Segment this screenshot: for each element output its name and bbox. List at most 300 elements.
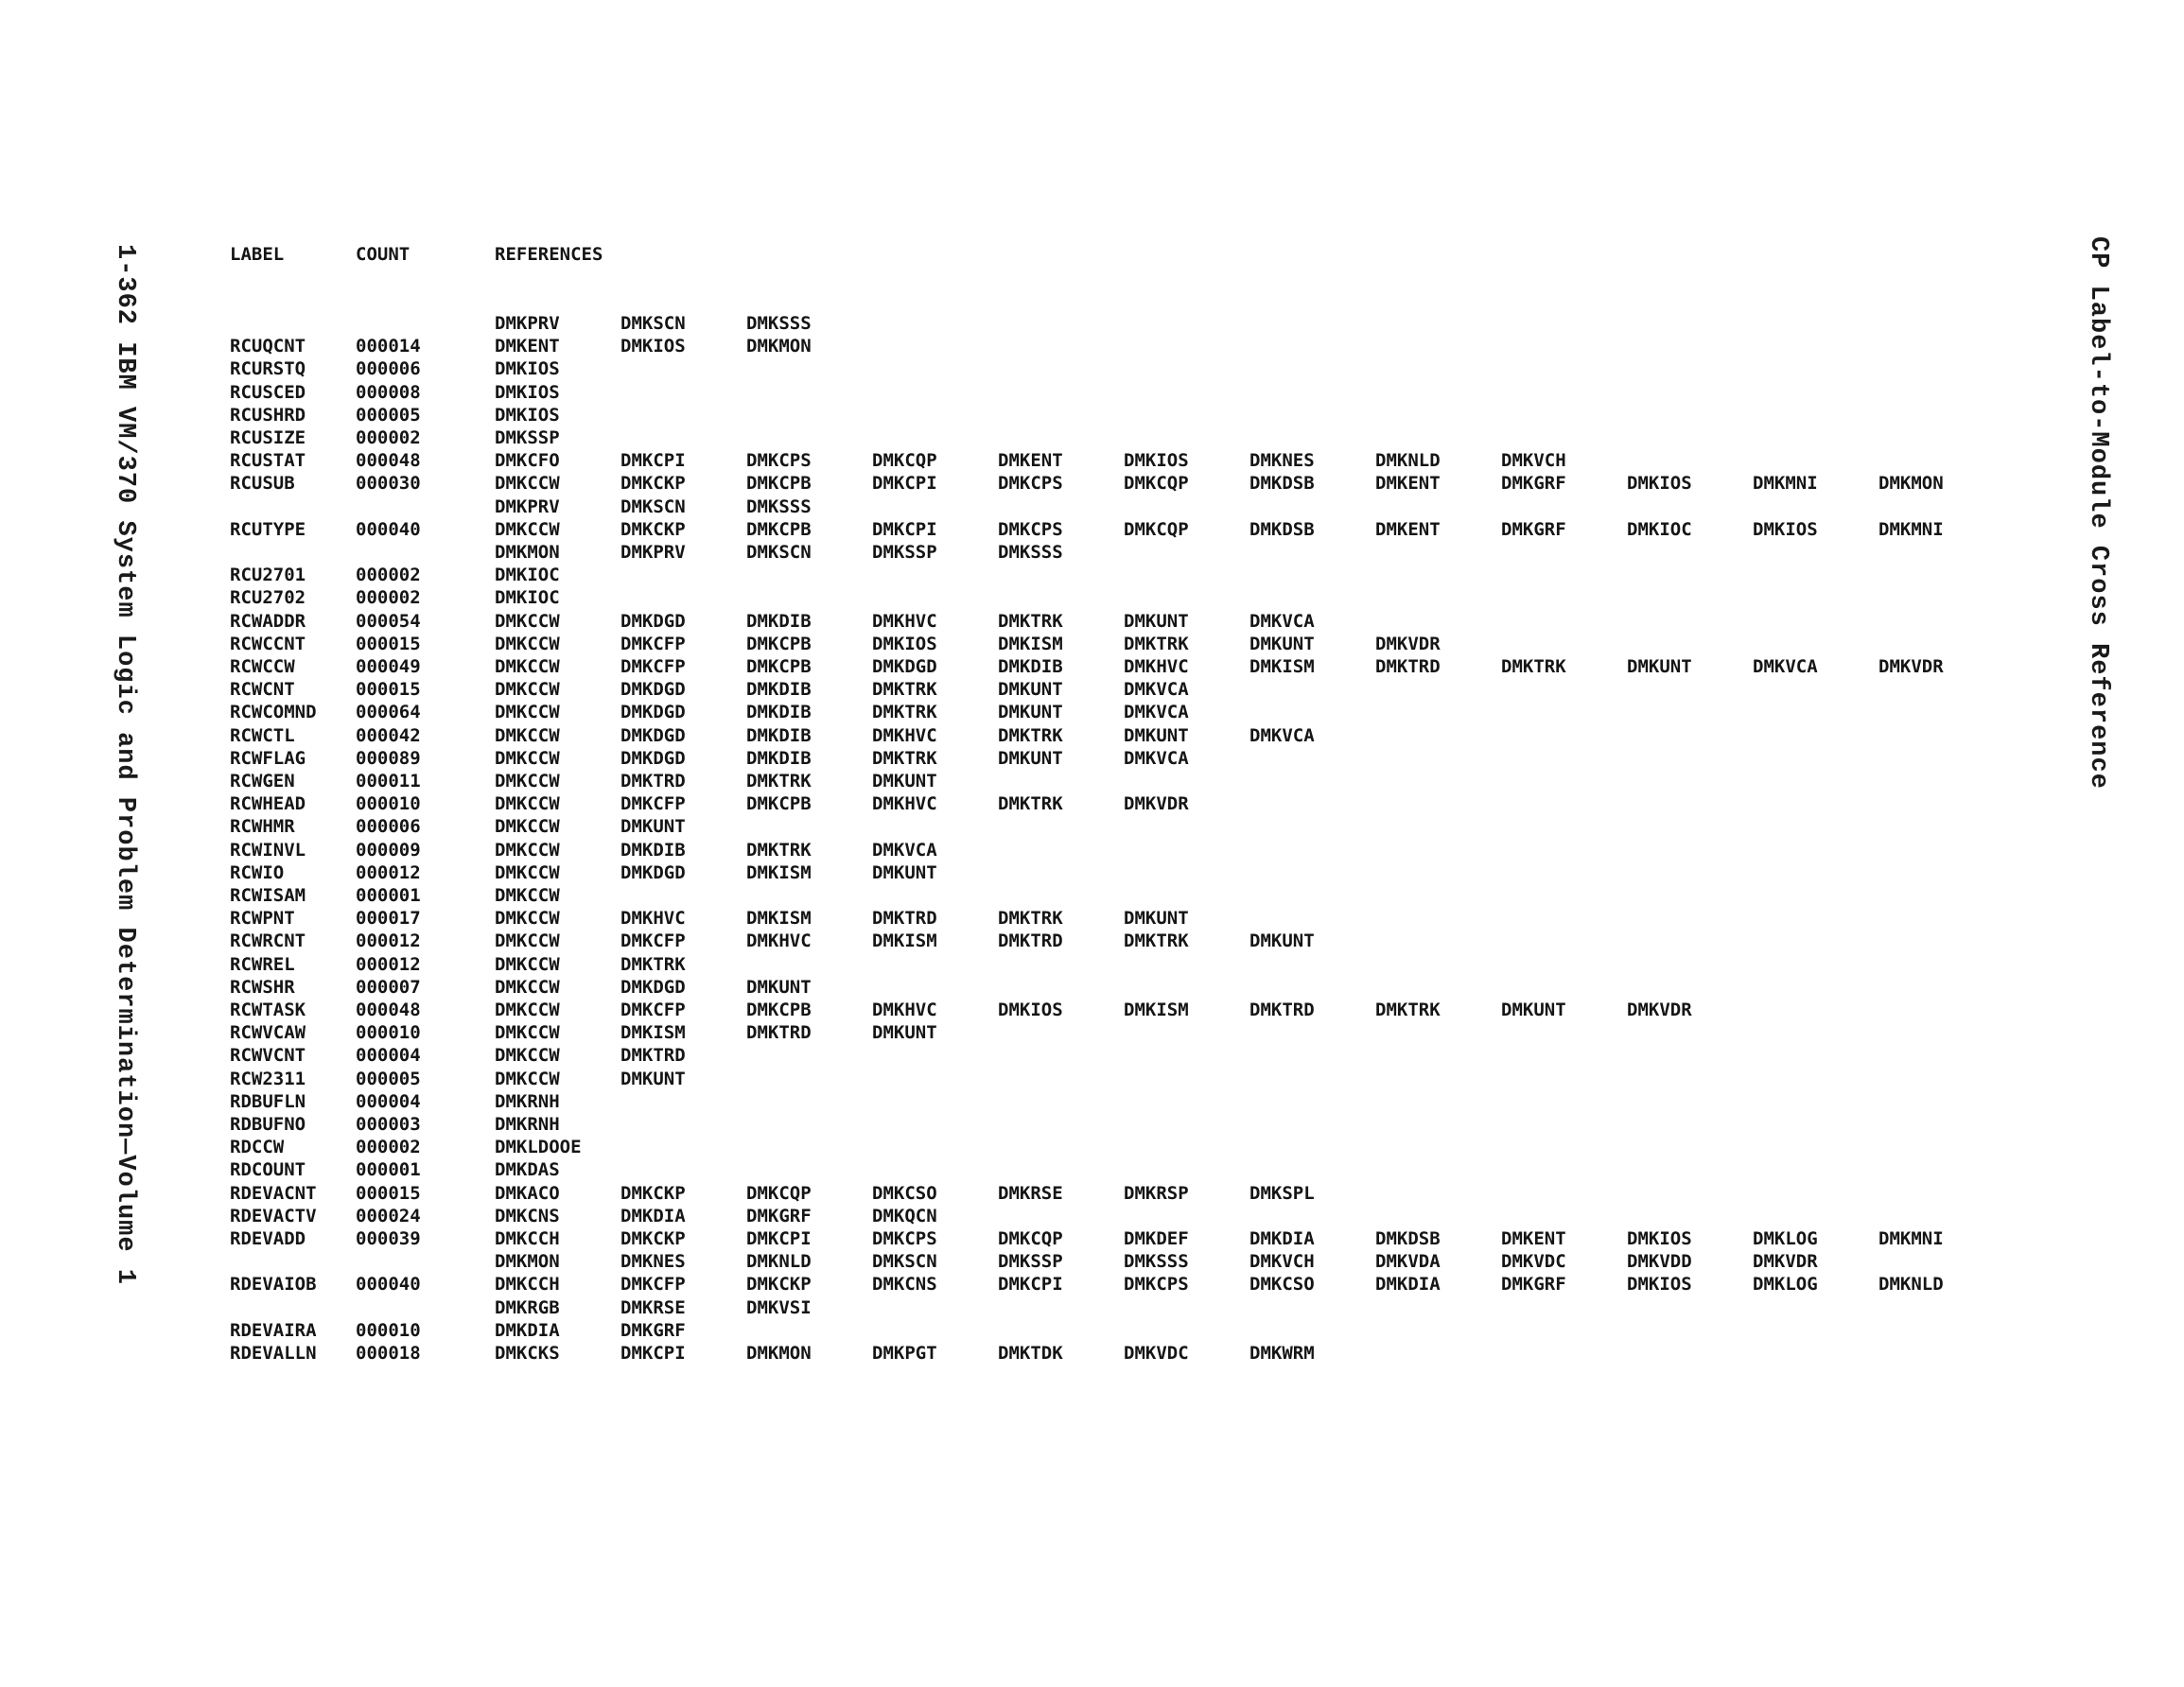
module-reference: DMKUNT [746,976,812,998]
module-reference: DMKHVC [872,724,937,746]
row-label: RDEVAIOB [230,1274,317,1296]
module-reference: DMKUNT [998,679,1063,701]
module-reference: DMKNLD [746,1251,812,1273]
module-reference: DMKRNH [495,1114,560,1135]
module-reference: DMKCSO [872,1182,937,1204]
row-label: RCWFLAG [230,747,306,769]
row-count: 000012 [356,930,421,952]
count-column-header: COUNT [356,244,411,265]
row-count: 000009 [356,839,421,861]
module-reference: DMKISM [998,633,1063,654]
module-reference: DMKDIB [746,724,812,746]
module-reference: DMKIOS [1124,450,1189,472]
module-reference: DMKCFO [495,450,560,472]
row-label: RCWVCAW [230,1022,306,1044]
module-reference: DMKCCH [495,1228,560,1249]
module-reference: DMKRSE [998,1182,1063,1204]
module-reference: DMKUNT [872,861,937,883]
row-count: 000007 [356,976,421,998]
module-reference: DMKDIB [746,610,812,632]
module-reference: DMKSSS [746,496,812,517]
module-reference: DMKSCN [620,496,686,517]
module-reference: DMKCCW [495,861,560,883]
module-reference: DMKVDR [1124,793,1189,815]
module-reference: DMKDIA [620,1205,686,1226]
module-reference: DMKDGD [620,724,686,746]
row-count: 000015 [356,679,421,701]
module-reference: DMKMON [495,1251,560,1273]
module-reference: DMKCNS [872,1274,937,1296]
module-reference: DMKSSP [495,427,560,448]
module-reference: DMKISM [620,1022,686,1044]
row-count: 000040 [356,518,421,540]
module-reference: DMKSSS [1124,1251,1189,1273]
module-reference: DMKCSO [1249,1274,1315,1296]
module-reference: DMKCCW [495,679,560,701]
row-count: 000015 [356,633,421,654]
row-count: 000024 [356,1205,421,1226]
right-margin-title: CP Label-to-Module Cross Reference [2084,236,2112,790]
module-reference: DMKTRK [1124,633,1189,654]
row-label: RCWIO [230,861,285,883]
module-reference: DMKMNI [1753,473,1818,495]
module-reference: DMKVDR [1627,1000,1692,1020]
module-reference: DMKVCH [1501,450,1566,472]
row-count: 000015 [356,1182,421,1204]
module-reference: DMKVCA [872,839,937,861]
module-reference: DMKUNT [998,747,1063,769]
module-reference: DMKCCW [495,953,560,975]
row-count: 000048 [356,1000,421,1020]
module-reference: DMKMON [1878,473,1944,495]
module-reference: DMKDIB [746,702,812,723]
module-reference: DMKCCW [495,518,560,540]
module-reference: DMKSPL [1249,1182,1315,1204]
module-reference: DMKIOS [1753,518,1818,540]
module-reference: DMKLDOOE [495,1137,582,1158]
module-reference: DMKIOS [495,404,560,426]
row-label: RCURSTQ [230,358,306,380]
module-reference: DMKCCW [495,885,560,906]
row-label: RDEVACTV [230,1205,317,1226]
module-reference: DMKSCN [746,542,812,563]
row-label: RCUSCED [230,381,306,403]
module-reference: DMKCCW [495,1022,560,1044]
module-reference: DMKIOS [1627,1228,1692,1249]
module-reference: DMKTRK [872,702,937,723]
row-count: 000004 [356,1090,421,1112]
module-reference: DMKQCN [872,1205,937,1226]
row-label: RCWCCW [230,656,295,677]
row-count: 000042 [356,724,421,746]
module-reference: DMKCCW [495,816,560,838]
module-reference: DMKCCW [495,930,560,952]
module-reference: DMKCFP [620,930,686,952]
module-reference: DMKENT [998,450,1063,472]
module-reference: DMKENT [1501,1228,1566,1249]
module-reference: DMKCKS [495,1343,560,1364]
module-reference: DMKCPI [620,1343,686,1364]
module-reference: DMKPRV [495,496,560,517]
row-label: RCW2311 [230,1068,306,1089]
module-reference: DMKMON [746,1343,812,1364]
row-count: 000018 [356,1343,421,1364]
module-reference: DMKTRK [998,610,1063,632]
module-reference: DMKCQP [998,1228,1063,1249]
module-reference: DMKGRF [746,1205,812,1226]
module-reference: DMKCQP [746,1182,812,1204]
module-reference: DMKHVC [872,610,937,632]
module-reference: DMKDGD [620,747,686,769]
module-reference: DMKISM [1124,1000,1189,1020]
row-count: 000002 [356,587,421,609]
module-reference: DMKCPI [872,473,937,495]
row-label: RCU2702 [230,587,306,609]
row-label: RCWISAM [230,885,306,906]
row-label: RDCOUNT [230,1159,306,1181]
module-reference: DMKCPB [746,473,812,495]
module-reference: DMKGRF [1501,1274,1566,1296]
row-label: RDCCW [230,1137,285,1158]
module-reference: DMKCPS [998,473,1063,495]
row-label: RCWINVL [230,839,306,861]
module-reference: DMKTRK [1124,930,1189,952]
row-count: 000012 [356,861,421,883]
module-reference: DMKCFP [620,1274,686,1296]
module-reference: DMKRSP [1124,1182,1189,1204]
module-reference: DMKVDR [1375,633,1441,654]
module-reference: DMKCCW [495,473,560,495]
row-count: 000005 [356,1068,421,1089]
module-reference: DMKDGD [620,610,686,632]
module-reference: DMKDEF [1124,1228,1189,1249]
module-reference: DMKVDD [1627,1251,1692,1273]
module-reference: DMKLOG [1753,1228,1818,1249]
module-reference: DMKVDR [1878,656,1944,677]
module-reference: DMKTRK [872,747,937,769]
module-reference: DMKCQP [872,450,937,472]
row-label: RCUSHRD [230,404,306,426]
module-reference: DMKVSI [746,1296,812,1318]
row-label: RDEVALLN [230,1343,317,1364]
module-reference: DMKTRD [746,1022,812,1044]
module-reference: DMKCPS [1124,1274,1189,1296]
module-reference: DMKACO [495,1182,560,1204]
row-label: RCUQCNT [230,336,306,357]
module-reference: DMKCPS [872,1228,937,1249]
module-reference: DMKCKP [620,473,686,495]
row-count: 000008 [356,381,421,403]
module-reference: DMKUNT [1249,930,1315,952]
module-reference: DMKIOS [998,1000,1063,1020]
module-reference: DMKDSB [1375,1228,1441,1249]
module-reference: DMKRGB [495,1296,560,1318]
module-reference: DMKTDK [998,1343,1063,1364]
module-reference: DMKUNT [620,816,686,838]
module-reference: DMKIOC [495,565,560,586]
module-reference: DMKISM [746,861,812,883]
module-reference: DMKDGD [620,976,686,998]
module-reference: DMKHVC [1124,656,1189,677]
module-reference: DMKUNT [1124,908,1189,930]
module-reference: DMKTRD [1375,656,1441,677]
module-reference: DMKCFP [620,1000,686,1020]
module-reference: DMKWRM [1249,1343,1315,1364]
module-reference: DMKIOS [1627,473,1692,495]
row-label: RCWRCNT [230,930,306,952]
module-reference: DMKSSP [998,1251,1063,1273]
module-reference: DMKRNH [495,1090,560,1112]
module-reference: DMKCPI [746,1228,812,1249]
module-reference: DMKVCA [1753,656,1818,677]
references-column-header: REFERENCES [495,244,603,265]
label-column-header: LABEL [230,244,285,265]
row-count: 000089 [356,747,421,769]
module-reference: DMKCCW [495,702,560,723]
module-reference: DMKVCA [1249,610,1315,632]
row-count: 000010 [356,793,421,815]
module-reference: DMKCKP [620,1228,686,1249]
module-reference: DMKDIB [746,747,812,769]
row-count: 000001 [356,1159,421,1181]
row-label: RDEVAIRA [230,1319,317,1341]
module-reference: DMKPRV [495,313,560,334]
row-count: 000005 [356,404,421,426]
row-count: 000011 [356,771,421,791]
row-label: RCWHEAD [230,793,306,815]
row-label: RCWADDR [230,610,306,632]
module-reference: DMKUNT [872,771,937,791]
row-label: RCU2701 [230,565,306,586]
row-count: 000048 [356,450,421,472]
row-label: RCUTYPE [230,518,306,540]
module-reference: DMKDGD [620,861,686,883]
row-label: RCWPNT [230,908,295,930]
module-reference: DMKVDC [1124,1343,1189,1364]
module-reference: DMKCFP [620,793,686,815]
module-reference: DMKHVC [620,908,686,930]
module-reference: DMKTRK [872,679,937,701]
module-reference: DMKVCH [1249,1251,1315,1273]
row-label: RCWHMR [230,816,295,838]
module-reference: DMKMNI [1878,518,1944,540]
module-reference: DMKTRK [998,724,1063,746]
module-reference: DMKCKP [620,518,686,540]
module-reference: DMKDAS [495,1159,560,1181]
module-reference: DMKGRF [1501,518,1566,540]
module-reference: DMKSSS [998,542,1063,563]
module-reference: DMKIOC [1627,518,1692,540]
module-reference: DMKHVC [872,1000,937,1020]
module-reference: DMKMON [746,336,812,357]
row-label: RCWCNT [230,679,295,701]
left-margin-title: 1-362 IBM VM/370 System Logic and Problem Determination—Volume 1 [111,244,139,1285]
module-reference: DMKCCW [495,839,560,861]
row-label: RCWSHR [230,976,295,998]
module-reference: DMKPGT [872,1343,937,1364]
module-reference: DMKVCA [1249,724,1315,746]
module-reference: DMKCPS [998,518,1063,540]
module-reference: DMKCCW [495,1068,560,1089]
module-reference: DMKNLD [1375,450,1441,472]
module-reference: DMKSSS [746,313,812,334]
row-label: RDBUFNO [230,1114,306,1135]
module-reference: DMKCCW [495,908,560,930]
module-reference: DMKCCW [495,656,560,677]
row-label: RDEVADD [230,1228,306,1249]
row-count: 000040 [356,1274,421,1296]
module-reference: DMKCFP [620,633,686,654]
module-reference: DMKCCW [495,771,560,791]
row-count: 000003 [356,1114,421,1135]
module-reference: DMKVCA [1124,679,1189,701]
module-reference: DMKCCH [495,1274,560,1296]
module-reference: DMKCCW [495,1045,560,1067]
module-reference: DMKTRK [620,953,686,975]
module-reference: DMKCCW [495,976,560,998]
module-reference: DMKIOS [1627,1274,1692,1296]
module-reference: DMKUNT [1124,724,1189,746]
module-reference: DMKTRK [998,793,1063,815]
module-reference: DMKCPI [998,1274,1063,1296]
row-count: 000012 [356,953,421,975]
row-label: RCWVCNT [230,1045,306,1067]
module-reference: DMKCQP [1124,473,1189,495]
module-reference: DMKCPI [620,450,686,472]
module-reference: DMKIOS [495,381,560,403]
module-reference: DMKRSE [620,1296,686,1318]
row-label: RCWCTL [230,724,295,746]
module-reference: DMKISM [872,930,937,952]
module-reference: DMKCPB [746,518,812,540]
row-count: 000030 [356,473,421,495]
module-reference: DMKLOG [1753,1274,1818,1296]
row-count: 000010 [356,1319,421,1341]
module-reference: DMKTRD [998,930,1063,952]
module-reference: DMKCCW [495,747,560,769]
module-reference: DMKCCW [495,610,560,632]
row-count: 000039 [356,1228,421,1249]
module-reference: DMKTRK [1501,656,1566,677]
module-reference: DMKUNT [1501,1000,1566,1020]
module-reference: DMKCCW [495,633,560,654]
module-reference: DMKENT [1375,518,1441,540]
row-count: 000006 [356,816,421,838]
module-reference: DMKCKP [620,1182,686,1204]
module-reference: DMKCKP [746,1274,812,1296]
module-reference: DMKTRK [998,908,1063,930]
module-reference: DMKIOS [495,358,560,380]
module-reference: DMKUNT [998,702,1063,723]
module-reference: DMKTRD [1249,1000,1315,1020]
row-count: 000004 [356,1045,421,1067]
row-label: RCUSIZE [230,427,306,448]
module-reference: DMKDGD [872,656,937,677]
module-reference: DMKCQP [1124,518,1189,540]
module-reference: DMKUNT [1249,633,1315,654]
module-reference: DMKPRV [620,542,686,563]
module-reference: DMKIOS [872,633,937,654]
module-reference: DMKGRF [1501,473,1566,495]
row-label: RCWGEN [230,771,295,791]
row-count: 000049 [356,656,421,677]
module-reference: DMKDIA [1375,1274,1441,1296]
module-reference: DMKCNS [495,1205,560,1226]
row-label: RDBUFLN [230,1090,306,1112]
module-reference: DMKVDA [1375,1251,1441,1273]
module-reference: DMKIOS [620,336,686,357]
module-reference: DMKCPB [746,1000,812,1020]
module-reference: DMKCPI [872,518,937,540]
module-reference: DMKSCN [620,313,686,334]
row-count: 000014 [356,336,421,357]
module-reference: DMKGRF [620,1319,686,1341]
module-reference: DMKUNT [620,1068,686,1089]
module-reference: DMKUNT [1124,610,1189,632]
module-reference: DMKVDC [1501,1251,1566,1273]
module-reference: DMKDIB [620,839,686,861]
module-reference: DMKDGD [620,702,686,723]
row-count: 000064 [356,702,421,723]
row-count: 000001 [356,885,421,906]
module-reference: DMKTRD [872,908,937,930]
module-reference: DMKCCW [495,1000,560,1020]
module-reference: DMKNLD [1878,1274,1944,1296]
module-reference: DMKDGD [620,679,686,701]
module-reference: DMKTRK [746,839,812,861]
module-reference: DMKENT [1375,473,1441,495]
module-reference: DMKCPS [746,450,812,472]
module-reference: DMKUNT [1627,656,1692,677]
module-reference: DMKCCW [495,724,560,746]
row-label: RCWCOMND [230,702,317,723]
module-reference: DMKDSB [1249,518,1315,540]
module-reference: DMKDIA [1249,1228,1315,1249]
row-count: 000006 [356,358,421,380]
module-reference: DMKNES [1249,450,1315,472]
row-label: RDEVACNT [230,1182,317,1204]
row-label: RCWREL [230,953,295,975]
row-count: 000002 [356,1137,421,1158]
module-reference: DMKHVC [872,793,937,815]
row-count: 000002 [356,565,421,586]
module-reference: DMKVCA [1124,702,1189,723]
module-reference: DMKDIB [746,679,812,701]
module-reference: DMKDSB [1249,473,1315,495]
module-reference: DMKIOC [495,587,560,609]
module-reference: DMKENT [495,336,560,357]
row-label: RCWCCNT [230,633,306,654]
module-reference: DMKNES [620,1251,686,1273]
module-reference: DMKCPB [746,793,812,815]
module-reference: DMKCPB [746,633,812,654]
module-reference: DMKVDR [1753,1251,1818,1273]
module-reference: DMKISM [1249,656,1315,677]
module-reference: DMKTRK [746,771,812,791]
row-count: 000054 [356,610,421,632]
module-reference: DMKVCA [1124,747,1189,769]
module-reference: DMKUNT [872,1022,937,1044]
module-reference: DMKMON [495,542,560,563]
module-reference: DMKHVC [746,930,812,952]
module-reference: DMKDIA [495,1319,560,1341]
module-reference: DMKDIB [998,656,1063,677]
row-label: RCUSUB [230,473,295,495]
module-reference: DMKISM [746,908,812,930]
row-count: 000017 [356,908,421,930]
module-reference: DMKTRD [620,771,686,791]
module-reference: DMKCFP [620,656,686,677]
